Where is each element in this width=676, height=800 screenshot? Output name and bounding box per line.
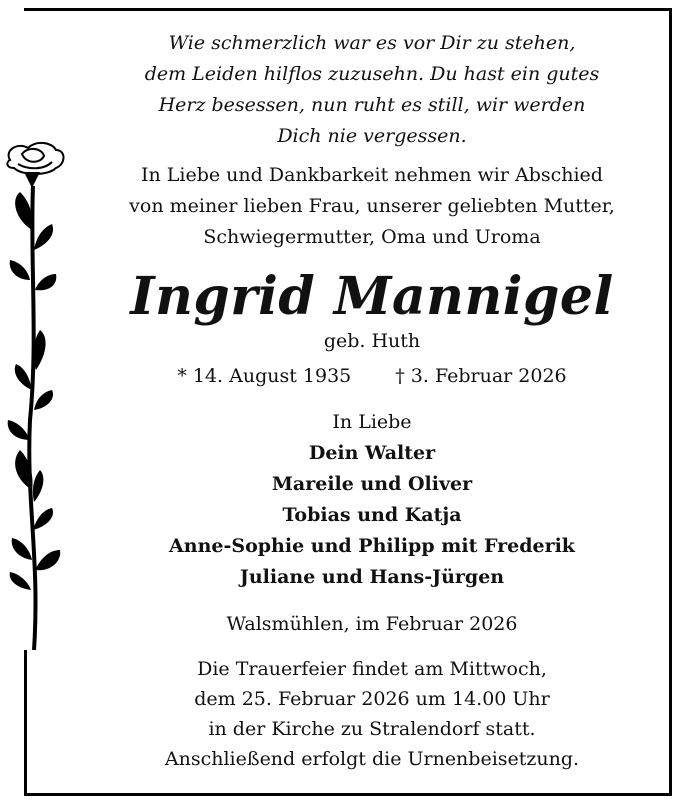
notice-border-left bbox=[24, 650, 27, 796]
farewell-intro bbox=[90, 160, 654, 253]
mourner-name: Tobias und Katja bbox=[282, 504, 462, 526]
service-line: in der Kirche zu Stralendorf statt. bbox=[208, 718, 536, 740]
mourner-name: Juliane und Hans-Jürgen bbox=[239, 566, 505, 588]
life-dates bbox=[90, 361, 654, 391]
intro-line: In Liebe und Dankbarkeit nehmen wir Abschied bbox=[141, 164, 603, 186]
notice-content bbox=[90, 28, 654, 774]
rose-icon bbox=[0, 140, 70, 660]
place-date: Walsmühlen, im Februar 2026 bbox=[226, 613, 518, 635]
service-line: dem 25. Februar 2026 um 14.00 Uhr bbox=[194, 688, 550, 710]
birth-date: * 14. August 1935 bbox=[177, 365, 352, 387]
service-line: Anschließend erfolgt die Urnenbeisetzung. bbox=[164, 748, 580, 770]
verse-line: dem Leiden hilflos zuzusehn. Du hast ein gutes bbox=[144, 63, 600, 85]
mourner-name: Mareile und Oliver bbox=[271, 473, 473, 495]
service-line: Die Trauerfeier findet am Mittwoch, bbox=[197, 658, 547, 680]
intro-line: Schwiegermutter, Oma und Uroma bbox=[203, 226, 541, 248]
service-info bbox=[90, 654, 654, 774]
verse-line: Dich nie vergessen. bbox=[277, 125, 467, 147]
mourner-name: Anne-Sophie und Philipp mit Frederik bbox=[169, 535, 575, 557]
memorial-verse bbox=[90, 28, 654, 152]
verse-line: Wie schmerzlich war es vor Dir zu stehen, bbox=[168, 32, 576, 54]
mourners-intro: In Liebe bbox=[332, 411, 412, 433]
mourners-list bbox=[90, 438, 654, 593]
deceased-name: Ingrid Mannigel bbox=[130, 266, 614, 327]
verse-line: Herz besessen, nun ruht es still, wir werden bbox=[158, 94, 586, 116]
mourner-name: Dein Walter bbox=[308, 442, 436, 464]
death-date: † 3. Februar 2026 bbox=[395, 365, 567, 387]
birth-name: geb. Huth bbox=[323, 330, 421, 352]
intro-line: von meiner lieben Frau, unserer geliebten Mutter, bbox=[129, 195, 615, 217]
